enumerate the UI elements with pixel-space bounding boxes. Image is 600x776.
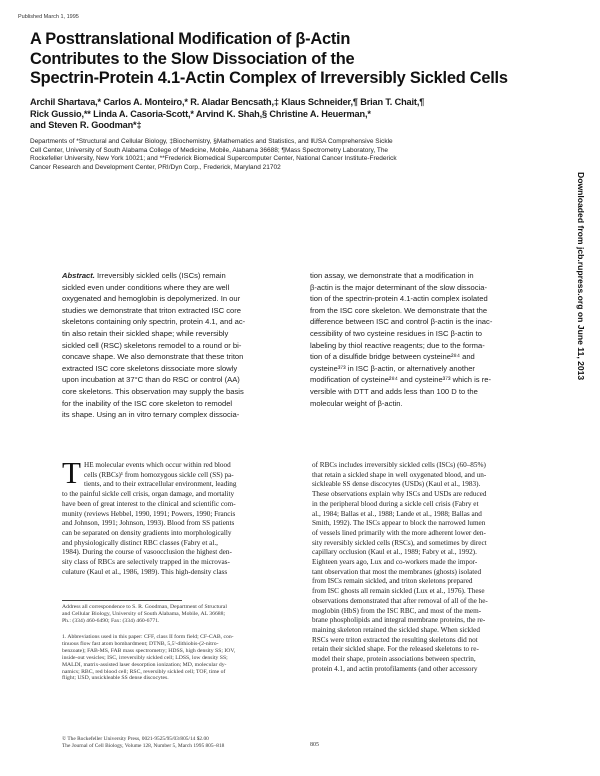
affiliation-line: Departments of *Structural and Cellular Biology, ‡Biochemistry, §Mathematics and Statistics, and ‖USA Comprehensive Sickle: [30, 138, 393, 145]
body-line: al., 1984; Ballas et al., 1988; Lande et al., 1988; Ballas and: [312, 509, 482, 518]
journal-footer: [62, 736, 224, 750]
abstract-line: tion assay, we demonstrate that a modification in: [310, 271, 474, 280]
download-watermark: Downloaded from jcb.rupress.org on June 11, 2013: [576, 172, 586, 381]
abstract-line: from the ISC core skeleton. We demonstrate that the: [310, 305, 488, 315]
abstract-line: [62, 270, 298, 282]
body-line: These observations explain why ISCs and USDs are reduced: [312, 490, 487, 499]
footnote-line: tinuous flow fast atom bombardment; DTNB, 5,5'-dithiobis-(2-nitro-: [62, 640, 219, 647]
body-line: can be separated on density gradients into morphologically: [62, 528, 232, 537]
published-date: Published March 1, 1995: [18, 14, 79, 20]
body-line: that retain a sickled shape in well oxygenated blood, and un-: [312, 470, 487, 479]
correspondence-note: [62, 604, 302, 625]
abstract-line: oxygenated and hemoglobin is depolymerized. In our: [62, 294, 241, 304]
abstract-first-line: Irreversibly sickled cells (ISCs) remain: [97, 271, 226, 280]
abstract-line: studies we demonstrate that triton extracted ISC core: [62, 305, 241, 315]
body-line: munity (reviews Hebbel, 1990, 1991; Powers, 1990; Francis: [62, 509, 236, 518]
body-left-column: [62, 455, 302, 577]
body-line: and physiologically distinct RBC classes (Fabry et al.,: [62, 538, 218, 547]
abstract-heading: Abstract.: [62, 271, 95, 280]
abstract-line: sickled even under conditions where they are well: [62, 282, 230, 292]
abstract-line: modification of cysteine²⁸⁴ and cysteine³⁷³ which is re-: [310, 375, 491, 385]
abstract-line: sickled cell (RSC) skeletons remodel to a round or bi-: [62, 340, 242, 350]
body-line: from ISCs remain sickled, and triton skeletons prepared: [312, 577, 473, 586]
body-line: moglobin (HbS) from the ISC RBC, and most of the mem-: [312, 606, 482, 615]
body-line: protein 4.1, and actin protofilaments (and other accessory: [312, 664, 478, 673]
abstract-line: labeling by thiol reactive reagents; due to the forma-: [310, 340, 485, 350]
footer-line: The Journal of Cell Biology, Volume 128, Number 5, March 1995 805–818: [62, 743, 225, 749]
abstract-line: tion of the spectrin-protein 4.1-actin complex isolated: [310, 294, 488, 304]
body-line: capillary occlusion (Kaul et al., 1989; Fabry et al., 1992).: [312, 548, 477, 557]
body-line: sity reversibly sickled cells (RSCs), and sometimes by direct: [312, 538, 487, 547]
title-line: Spectrin-Protein 4.1-Actin Complex of Irreversibly Sickled Cells: [30, 69, 508, 87]
abstract-line: extracted ISC core skeletons dissociate more slowly: [62, 363, 238, 373]
author-line: Archil Shartava,* Carlos A. Monteiro,* R. Aladar Bencsath,‡ Klaus Schneider,¶ Brian T. Chait,¶: [30, 97, 425, 107]
body-line: of RBCs includes irreversibly sickled cells (ISCs) (60–85%): [312, 461, 486, 469]
body-line: sickleable SS dense discocytes (USDs) (Kaul et al., 1983).: [312, 480, 481, 489]
abstract-left-column: [62, 270, 298, 421]
footnote-line: Ph.: (334) 460-6490; Fax: (334) 460-6771.: [62, 617, 160, 624]
author-line: and Steven R. Goodman*‡: [30, 120, 142, 130]
abstract-line: cysteine³⁷³ in ISC β-actin, or alternatively another: [310, 363, 475, 373]
body-line: tant observation that most the membranes (ghosts) isolated: [312, 567, 482, 576]
abstract-line: cessibility of two cysteine residues in ISC β-actin to: [310, 328, 482, 338]
author-line: Rick Gussio,** Linda A. Casoria-Scott,* Arvind K. Shah,§ Christine A. Heuerman,*: [30, 108, 371, 119]
body-line: have been of great interest to the clinical and scientific com-: [62, 499, 236, 508]
body-line: from ISC ghosts all remain sickled (Lux et al., 1976). These: [312, 587, 485, 596]
abstract-line: tin also retain their sickled shape; while reversibly: [62, 328, 229, 338]
footnote-line: 1. Abbreviations used in this paper: CFF, class II form field; CF-CAB, con-: [62, 634, 234, 640]
body-right-column: [312, 461, 544, 674]
drop-cap: T: [62, 455, 81, 490]
abstract-right-column: [310, 270, 540, 409]
abstract-line: difference between ISC and control β-actin is the inac-: [310, 317, 493, 327]
body-line: brane phospholipids and integral membrane proteins, the re-: [312, 616, 486, 625]
body-line: culature (Kaul et al., 1986, 1989). This high-density class: [62, 567, 228, 576]
footnote-line: and Cellular Biology, University of South Alabama, Mobile, AL 36688;: [62, 610, 226, 617]
footnote-line: flight; USD, unsickleable SS dense discocytes.: [62, 675, 169, 682]
body-line: tients, and to their extracellular environment, leading: [84, 480, 237, 489]
body-line: and Johnson, 1991; Johnson, 1993). Blood from SS patients: [62, 519, 235, 528]
title-line: Contributes to the Slow Dissociation of the: [30, 49, 355, 68]
footnote-line: Address all correspondence to S. R. Goodman, Department of Structural: [62, 604, 227, 610]
body-line: HE molecular events which occur within red blood: [84, 461, 231, 469]
abstract-line: core skeletons. This observation may supply the basis: [62, 386, 244, 396]
abstract-line: its shape. Using an in vitro ternary complex dissocia-: [62, 410, 240, 420]
abstract-line: versible with DTT and adds less than 100 D to the: [310, 386, 478, 396]
footnote-line: MALDI, matrix-assisted laser desorption ionization; MD, molecular dy-: [62, 661, 227, 668]
abstract-line: tion of a disulfide bridge between cysteine²⁸⁴ and: [310, 352, 475, 362]
abstract-line: skeletons containing only spectrin, protein 4.1, and ac-: [62, 317, 246, 327]
body-line: retain their sickled shape. For the released skeletons to re-: [312, 645, 479, 654]
body-line: maining skeleton retained the sickled shape. When sickled: [312, 625, 480, 634]
body-line: observations demonstrated that after removal of all of the he-: [312, 596, 488, 605]
page-number: 805: [310, 742, 319, 748]
title-line: A Posttranslational Modification of β-Actin: [30, 30, 351, 48]
footnote-line: inside-out vesicles; ISC, irreversibly sickled cell; LDSS, low density SS;: [62, 654, 228, 661]
footnote-rule: [62, 600, 182, 601]
author-list: [30, 97, 550, 132]
abstract-line: molecular weight of β-actin.: [310, 398, 403, 408]
abstract-line: upon incubation at 37°C than do RSC or control (AA): [62, 375, 240, 385]
abstract-line: β-actin is the major determinant of the slow dissocia-: [310, 282, 487, 292]
body-line: Smith, 1992). The ISCs appear to block the narrowed lumen: [312, 519, 486, 528]
body-line: of vessels lined primarily with the more adherent lower den-: [312, 528, 486, 537]
body-line: cells (RBCs)¹ from homozygous sickle cell (SS) pa-: [84, 470, 234, 479]
body-line: Eighteen years ago, Lux and co-workers made the impor-: [312, 558, 478, 567]
abbreviations-note: [62, 634, 302, 682]
body-line: model their shape, protein associations between spectrin,: [312, 655, 476, 664]
body-line: 1984). During the course of vasoocclusion the highest den-: [62, 548, 232, 557]
affiliation-line: Rockefeller University, New York 10021; and **Frederick Biomedical Supercomputer Center, National Cancer Institute-Frederick: [30, 155, 397, 163]
footnote-line: benzoate); FAB-MS, FAB mass spectrometry; HDSS, high density SS; IOV,: [62, 647, 236, 654]
footer-line: © The Rockefeller University Press, 0021-9525/95/03/805/14 $2.00: [62, 736, 209, 742]
article-title: [30, 30, 540, 89]
body-line: to the painful sickle cell crisis, organ damage, and mortality: [62, 490, 235, 499]
abstract-line: for the inability of the ISC core skeleton to remodel: [62, 398, 233, 408]
affiliations: [30, 138, 558, 172]
body-line: sity class of RBCs are selectively trapped in the microvas-: [62, 558, 230, 567]
footnote-line: namics; RBC, red blood cell; RSC, reversibly sickled cell; TOF, time of: [62, 668, 226, 675]
abstract-line: concave shape. We also demonstrate that these triton: [62, 352, 244, 362]
body-line: in the peripheral blood during a sickle cell crisis (Fabry et: [312, 499, 479, 508]
affiliation-line: Cell Center, University of South Alabama College of Medicine, Mobile, Alabama 36688; ¶Mass Spectrometry Laboratory, The: [30, 146, 389, 154]
affiliation-line: Cancer Research and Development Center, PRI/Dyn Corp., Frederick, Maryland 21702: [30, 163, 281, 171]
body-line: RSCs were triton extracted the resulting skeletons did not: [312, 635, 478, 644]
